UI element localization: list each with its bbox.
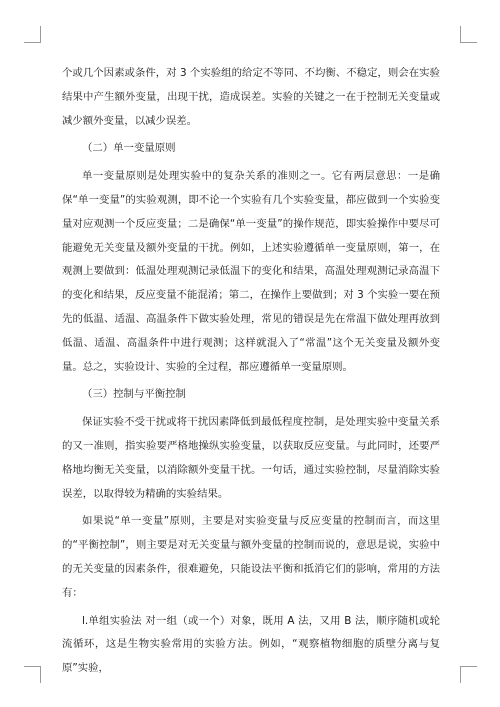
crop-mark-bottom-right [460,666,477,667]
paragraph-continuation: 个或几个因素或条件，对 3 个实验组的给定不等同、不均衡、不稳定，则会在实验结果中产生额外变量，出现干扰，造成误差。实验的关键之一在于控制无关变量或减少额外变量，以减少误差。 [62,67,440,127]
crop-mark-top-left [40,26,41,43]
section-heading-control-balance: （三）控制与平衡控制 [82,388,186,401]
section-heading-single-variable: （二）单一变量原则 [82,142,176,155]
paragraph-control: 保证实验不受干扰或将干扰因素降低到最低程度控制，是处理实验中变量关系的又一准则，指实验要严格地操纵实验变量，以获取反应变量。与此同时，还要严格地均衡无关变量，以消除额外变量干扰。一句话，通过实验控制，尽量消除实验误差，以取得较为精确的实验结果。 [62,416,440,500]
crop-mark-top-left [24,42,41,43]
body-text [62,62,440,681]
crop-mark-top-right [460,42,477,43]
crop-mark-top-right [460,26,461,43]
crop-mark-bottom-left [24,666,41,667]
paragraph-single-variable-principle: 单一变量原则是处理实验中的复杂关系的准则之一。它有两层意思：一是确保“单一变量”的实验观测，即不论一个实验有几个实验变量，都应做到一个实验变量对应观测一个反应变量；二是确保“单一变量”的操作规范，即实验操作中要尽可能避免无关变量及额外变量的干扰。例如，上述实验遵循单一变量原则，第一，在观测上要做到：低温处理观测记录低温下的变化和结果，高温处理观测记录高温下的变化和结果，反应变量不能混淆；第二，在操作上要做到；对 3 个实验一要在预先的低温、适温、高温条件下做实验处理，常见的错误是先在常温下做处理再放到低温、适温、高温条件中进行观测；这样就混入了“常温”这个无关变量及额外变量。总之，实验设计、实验的全过程，都应遵循单一变量原则。 [62,170,440,373]
crop-mark-bottom-left [40,666,41,683]
paragraph-single-group-method: l.单组实验法 对一组（或一个）对象，既用 A 法，又用 B 法，顺序随机或轮流循环，这是生物实验常用的实验方法。例如，“观察植物细胞的质壁分离与复原”实验， [62,614,440,675]
crop-mark-bottom-right [460,666,461,683]
paragraph-balance-control: 如果说“单一变量”原则，主要是对实验变量与反应变量的控制而言，而这里的“平衡控制”，则主要是对无关变量与额外变量的控制而说的，意思是说，实验中的无关变量的因素条件，很难避免，只能设法平衡和抵消它们的影响，常用的方法有： [62,515,440,599]
